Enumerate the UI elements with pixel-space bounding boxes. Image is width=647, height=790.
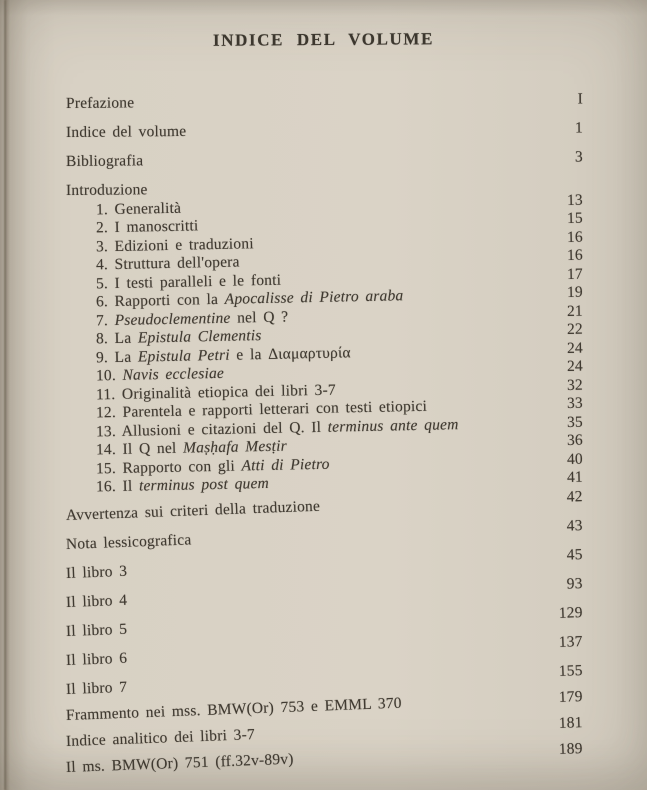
- table-of-contents: [66, 84, 583, 777]
- toc-entry-page-number: 16: [566, 228, 584, 246]
- toc-entry-label-segment: 14. Il Q nel: [95, 439, 184, 459]
- toc-entry-label-italic-segment: Apocalisse di Pietro araba: [224, 287, 404, 308]
- toc-entry-label-segment: Il libro 6: [65, 649, 128, 669]
- toc-entry-label-segment: Nota lessicografica: [65, 531, 192, 553]
- toc-entry-page-number: 1: [574, 119, 584, 137]
- toc-entry-label-segment: Il libro 5: [65, 620, 128, 640]
- toc-entry-label-italic-segment: Epistula Clementis: [137, 327, 262, 347]
- toc-entry-label-segment: 9. La: [95, 348, 139, 366]
- toc-entry-label-segment: Bibliografia: [65, 152, 144, 170]
- toc-entry-label-segment: 6. Rapporti con la: [95, 290, 225, 311]
- toc-entry-page-number: 24: [566, 357, 584, 375]
- toc-entry-label-segment: Frammento nei mss. BMW(Or) 753 e EMML 370: [65, 694, 403, 724]
- toc-entry-page-number: 24: [566, 339, 584, 357]
- toc-entry-page-number: 16: [566, 246, 584, 264]
- toc-entry-label-italic-segment: Pseudoclementine: [114, 309, 231, 329]
- toc-entry-label-segment: 15. Rapporto con gli: [95, 456, 242, 477]
- toc-entry-page-number: 42: [566, 488, 583, 506]
- toc-entry-label-segment: 4. Struttura dell'opera: [95, 253, 240, 274]
- toc-entry-page-number: I: [577, 90, 584, 108]
- toc-entry-page-number: 155: [558, 662, 583, 680]
- toc-entry-label-segment: 3. Edizioni e traduzioni: [95, 234, 254, 255]
- toc-entry-label: [66, 606, 541, 641]
- toc-entry-page-number: 32: [566, 376, 584, 394]
- toc-entry-label: [66, 91, 541, 113]
- toc-entry-label-segment: Introduzione: [65, 181, 148, 199]
- toc-entry-page-number: 35: [566, 413, 584, 431]
- toc-entry-page-number: 13: [566, 191, 584, 209]
- toc-entry-label-italic-segment: terminus ante quem: [327, 415, 459, 436]
- toc-entry-page-number: 15: [566, 209, 584, 227]
- toc-entry-label-segment: 2. I manoscritti: [95, 217, 199, 237]
- page-edge-shadow: [4, 0, 6, 790]
- toc-entry-label-segment: e la Διαμαρτυρία: [229, 343, 351, 364]
- toc-entry-page-number: 93: [566, 575, 583, 593]
- toc-entry-label-segment: 1. Generalità: [95, 199, 182, 218]
- toc-entry-label: [66, 490, 541, 525]
- toc-entry-label: [66, 577, 541, 612]
- toc-entry-label-italic-segment: Navis ecclesiae: [122, 364, 225, 384]
- toc-entry-label-segment: Prefazione: [65, 94, 135, 112]
- toc-entry-page-number: 189: [558, 740, 583, 758]
- toc-entry-page-number: 43: [566, 517, 583, 535]
- toc-entry-label-segment: nel Q ?: [230, 308, 289, 327]
- toc-entry-page-number: 40: [566, 450, 584, 468]
- toc-entry-page-number: 21: [566, 302, 584, 320]
- toc-entry-page-number: 129: [558, 604, 583, 622]
- toc-entry-page-number: 22: [566, 320, 584, 338]
- toc-entry-label-italic-segment: terminus post quem: [138, 474, 270, 495]
- toc-entry: [66, 90, 583, 113]
- toc-entry-label-italic-segment: Maṣḥafa Mesṭir: [182, 437, 288, 457]
- toc-entry: [66, 119, 583, 142]
- toc-entry-label-segment: 8. La: [95, 329, 139, 348]
- toc-entry-page-number: 36: [566, 431, 584, 449]
- toc-entry-label-segment: 16. Il: [95, 477, 140, 496]
- toc-entry-page-number: 19: [566, 283, 584, 301]
- toc-entry-label-segment: 12. Parentela e rapporti letterari con testi etiopici: [95, 397, 428, 422]
- toc-entry-label-segment: Avvertenza sui criteri della traduzione: [65, 497, 321, 524]
- toc-entry-label-segment: 13. Allusioni e citazioni del Q. Il: [95, 418, 328, 440]
- page-title: INDICE DEL VOLUME: [212, 29, 435, 50]
- toc-entry-label-segment: 11. Originalità etiopica dei libri 3-7: [95, 381, 337, 403]
- toc-entry-page-number: 3: [574, 148, 584, 166]
- toc-entry-label-segment: Indice analitico dei libri 3-7: [65, 726, 256, 750]
- toc-entry-label-italic-segment: Epistula Petri: [137, 346, 230, 366]
- toc-entry-label-segment: Il libro 4: [65, 591, 128, 611]
- toc-entry-label-segment: Il libro 7: [65, 678, 128, 698]
- toc-entry-label-segment: 10.: [95, 366, 123, 385]
- toc-entry-label: [66, 120, 541, 142]
- toc-entry-label: [66, 548, 541, 583]
- toc-entry-label: [66, 149, 541, 171]
- toc-entry-page-number: 17: [566, 265, 584, 283]
- toc-entry-page-number: 181: [558, 714, 583, 732]
- toc-entry-page-number: 137: [558, 633, 583, 651]
- toc-entry-label-segment: Il libro 3: [65, 562, 128, 582]
- toc-entry-page-number: 41: [566, 468, 584, 486]
- toc-entry-label-segment: 7.: [95, 311, 115, 329]
- toc-entry-label-italic-segment: Atti di Pietro: [241, 455, 330, 474]
- toc-entry-page-number: 45: [566, 546, 583, 564]
- toc-entry-label: [66, 519, 541, 554]
- toc-entry-page-number: 179: [558, 688, 583, 706]
- toc-entry: [66, 148, 583, 171]
- toc-entry-label-segment: Indice del volume: [65, 122, 187, 141]
- toc-entry-label-segment: 5. I testi paralleli e le fonti: [95, 271, 282, 292]
- toc-entry-label: [66, 635, 541, 670]
- toc-entry-label-segment: Il ms. BMW(Or) 751 (ff.32v-89v): [65, 750, 294, 776]
- toc-entry-page-number: 33: [566, 394, 584, 412]
